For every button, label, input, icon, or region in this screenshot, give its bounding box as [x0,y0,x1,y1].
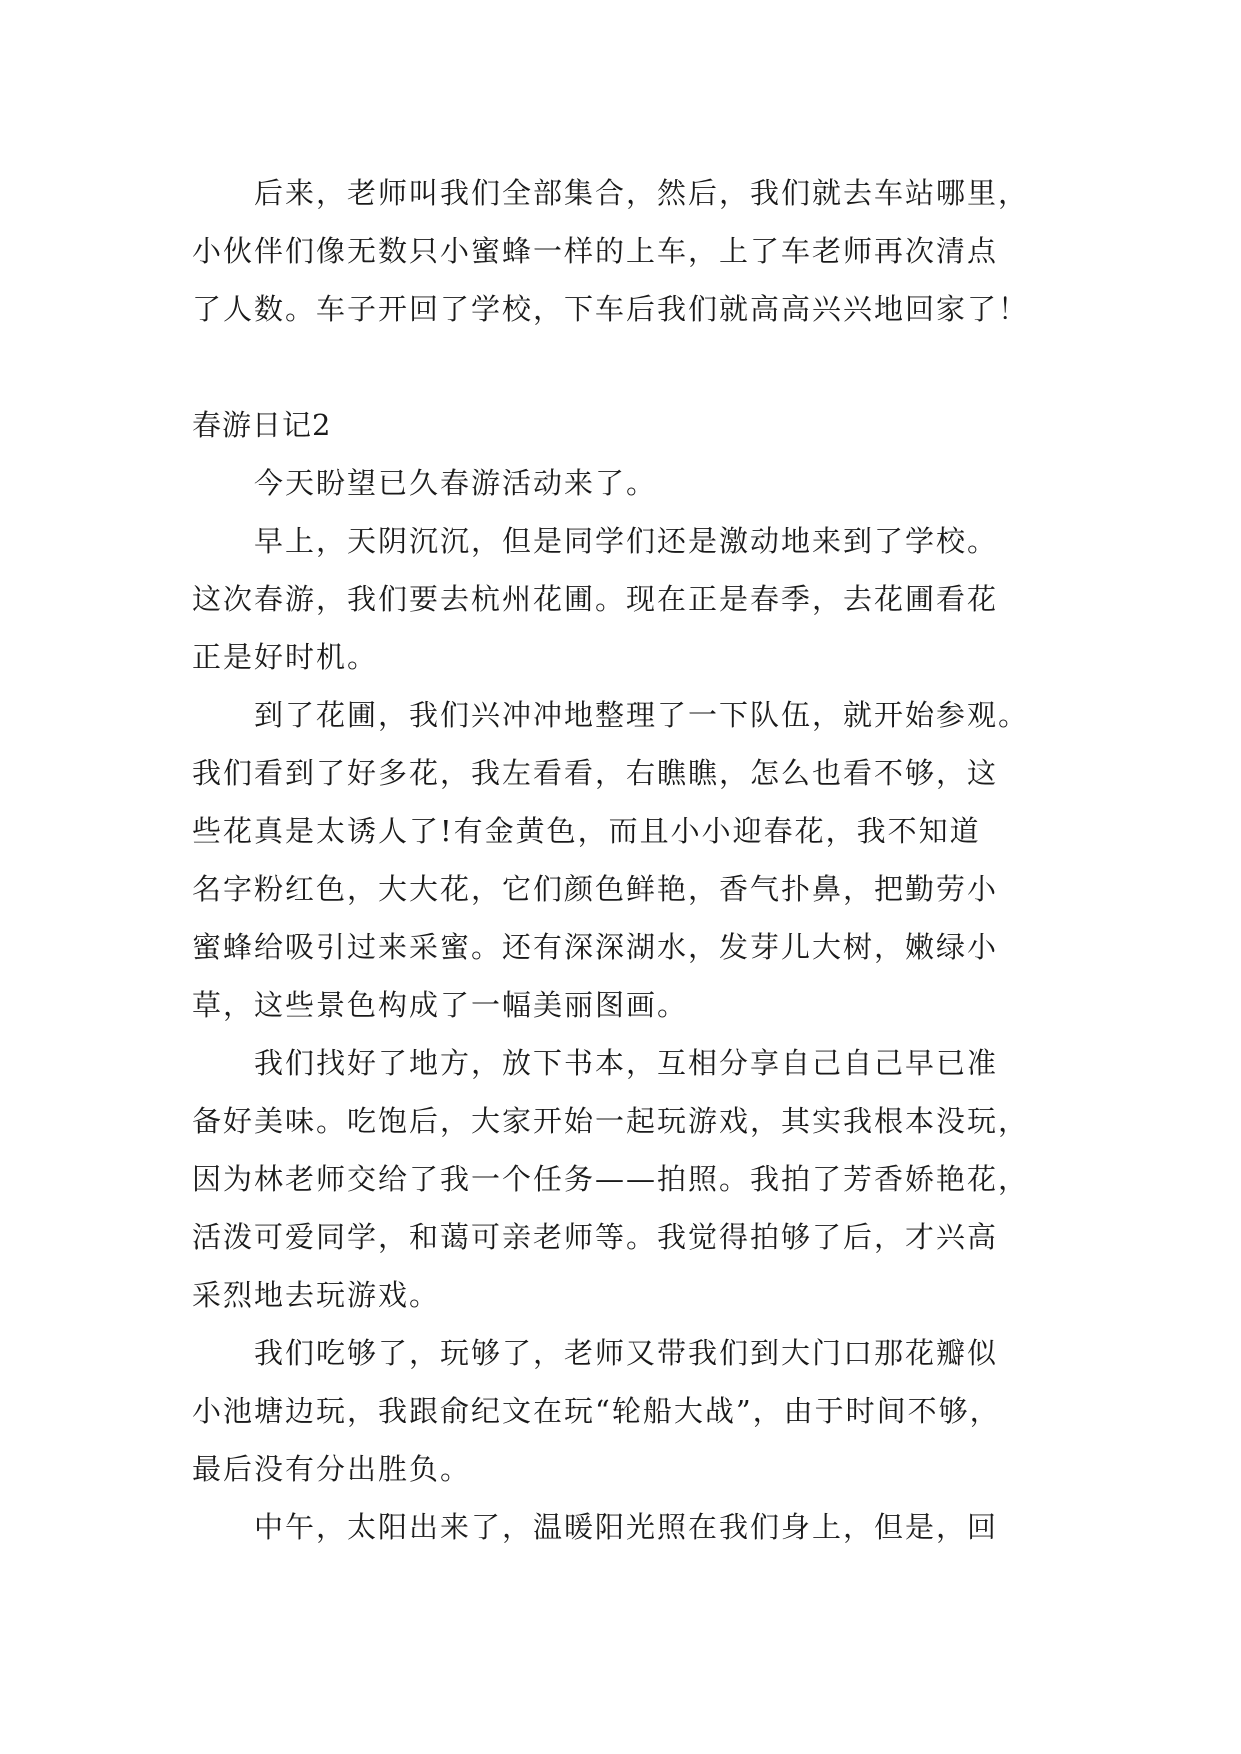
text-line: 了人数。车子开回了学校，下车后我们就高高兴兴地回家了！ [192,292,1030,326]
text-line: 我们吃够了，玩够了，老师又带我们到大门口那花瓣似 [254,1336,999,1370]
text-line: 正是好时机。 [192,640,379,674]
text-line: 小伙伴们像无数只小蜜蜂一样的上车，上了车老师再次清点 [192,234,999,268]
text-line: 因为林老师交给了我一个任务——拍照。我拍了芳香娇艳花， [192,1162,1030,1196]
text-line: 些花真是太诱人了!有金黄色，而且小小迎春花，我不知道 [192,814,981,848]
text-line: 早上，天阴沉沉，但是同学们还是激动地来到了学校。 [254,524,999,558]
text-line: 备好美味。吃饱后，大家开始一起玩游戏，其实我根本没玩， [192,1104,1030,1138]
paragraph-return-home [192,164,1072,338]
text-line: 后来，老师叫我们全部集合，然后，我们就去车站哪里， [254,176,1030,210]
paragraph [192,686,1072,1034]
text-line: 到了花圃，我们兴冲冲地整理了一下队伍，就开始参观。 [254,698,1030,732]
paragraph [192,512,1072,686]
paragraph [192,1034,1072,1324]
text-line: 蜜蜂给吸引过来采蜜。还有深深湖水，发芽儿大树，嫩绿小 [192,930,999,964]
text-line: 我们看到了好多花，我左看看，右瞧瞧，怎么也看不够，这 [192,756,999,790]
text-line: 最后没有分出胜负。 [192,1452,472,1486]
paragraph [192,1498,1072,1556]
text-line: 我们找好了地方，放下书本，互相分享自己自己早已准 [254,1046,999,1080]
text-line: 这次春游，我们要去杭州花圃。现在正是春季，去花圃看花 [192,582,999,616]
paragraph [192,1324,1072,1498]
paragraph [192,454,1072,512]
text-line: 中午，太阳出来了，温暖阳光照在我们身上，但是，回 [254,1510,999,1544]
section-heading: 春游日记2 [192,408,332,442]
text-line: 草，这些景色构成了一幅美丽图画。 [192,988,689,1022]
text-line: 采烈地去玩游戏。 [192,1278,441,1312]
text-line: 小池塘边玩，我跟俞纪文在玩“轮船大战”，由于时间不够， [192,1394,1001,1428]
text-line: 活泼可爱同学，和蔼可亲老师等。我觉得拍够了后，才兴高 [192,1220,999,1254]
text-line: 名字粉红色，大大花，它们颜色鲜艳，香气扑鼻，把勤劳小 [192,872,999,906]
text-line: 今天盼望已久春游活动来了。 [254,466,658,500]
document-body [192,164,1072,1556]
